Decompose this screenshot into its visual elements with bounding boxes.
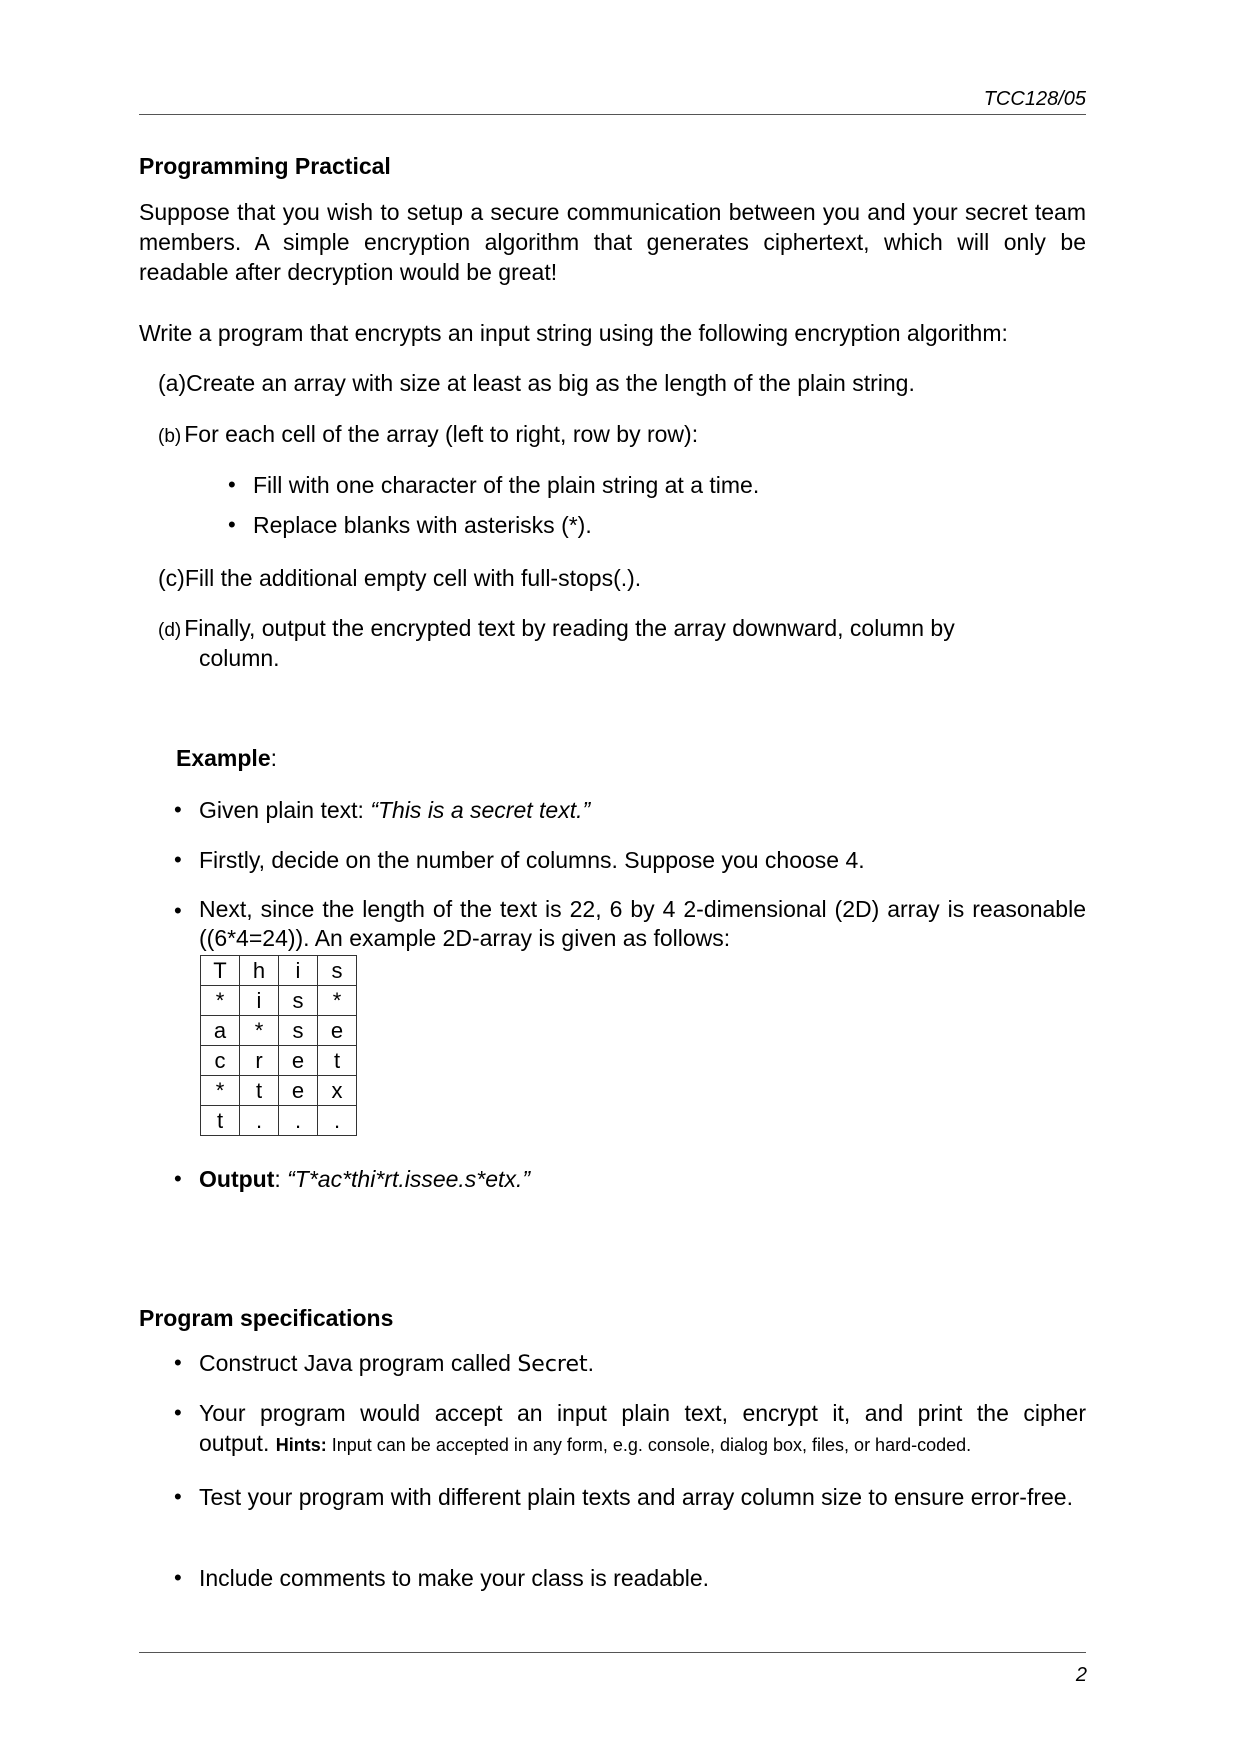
array-cell: c <box>201 1046 240 1076</box>
array-cell: e <box>279 1046 318 1076</box>
step-b <box>158 419 698 452</box>
spec-3: Test your program with different plain texts and array column size to ensure error-free. <box>199 1484 1073 1510</box>
array-cell: t <box>201 1106 240 1136</box>
task-paragraph: Write a program that encrypts an input string using the following encryption algorithm: <box>139 320 1008 346</box>
hints-text: Input can be accepted in any form, e.g. console, dialog box, files, or hard-coded. <box>326 1435 972 1455</box>
array-cell: t <box>240 1076 279 1106</box>
page-number: 2 <box>1075 1664 1087 1686</box>
output-label: Output <box>199 1166 275 1192</box>
example-bullet-1 <box>199 795 590 825</box>
footer-rule <box>139 1652 1086 1653</box>
step-a-label: (a) <box>158 370 187 396</box>
spec-2-line-2 <box>199 1428 971 1460</box>
step-d-label: (d) <box>158 620 182 641</box>
array-cell: h <box>240 956 279 986</box>
step-b-label: (b) <box>158 426 182 447</box>
step-a <box>158 368 915 398</box>
example-2d-array <box>200 955 357 1136</box>
example-bullet-3: Next, since the length of the text is 22, 6 by 4 2-dimensional (2D) array is reasonable ((6*4=24)). An example 2D-array is given as follows: <box>199 896 1086 951</box>
array-cell: e <box>279 1076 318 1106</box>
header-rule <box>139 114 1086 115</box>
doc-code: TCC128/05 <box>983 88 1086 110</box>
output-value: “T*ac*thi*rt.issee.s*etx.” <box>287 1166 530 1192</box>
array-cell: a <box>201 1016 240 1046</box>
bullet-icon: • <box>174 797 182 822</box>
array-row <box>201 1016 357 1046</box>
array-cell: . <box>240 1106 279 1136</box>
array-cell: r <box>240 1046 279 1076</box>
array-cell: t <box>318 1046 357 1076</box>
step-b-sub-2: Replace blanks with asterisks (*). <box>253 512 592 538</box>
spec-4: Include comments to make your class is readable. <box>199 1565 710 1591</box>
array-cell: s <box>318 956 357 986</box>
array-row <box>201 986 357 1016</box>
array-row <box>201 956 357 986</box>
example-bullet-2: Firstly, decide on the number of columns. Suppose you choose 4. <box>199 847 865 873</box>
bullet-icon: • <box>174 1166 182 1191</box>
bullet-icon: • <box>228 472 236 497</box>
step-d-continuation: column. <box>199 645 280 671</box>
given-prefix: Given plain text: <box>199 797 371 823</box>
array-row <box>201 1106 357 1136</box>
bullet-icon: • <box>174 1484 182 1509</box>
bullet-icon: • <box>174 898 182 923</box>
spec-1-prefix: Construct Java program called <box>199 1350 518 1376</box>
spec-2-line-1: Your program would accept an input plain text, encrypt it, and print the cipher <box>199 1400 1086 1426</box>
example-heading-colon: : <box>270 745 277 771</box>
array-cell: . <box>279 1106 318 1136</box>
array-cell: * <box>318 986 357 1016</box>
specs-title: Program specifications <box>139 1305 394 1331</box>
step-d <box>158 613 955 646</box>
array-cell: s <box>279 986 318 1016</box>
class-name: Secret <box>517 1352 588 1377</box>
array-row <box>201 1046 357 1076</box>
section-title: Programming Practical <box>139 153 391 179</box>
bullet-icon: • <box>174 1565 182 1590</box>
intro-paragraph: Suppose that you wish to setup a secure communication between you and your secret team members. A simple encryption algorithm that generates ciphertext, which will only be readable after decryption would be great! <box>139 199 1086 285</box>
output-colon: : <box>274 1166 288 1192</box>
array-cell: s <box>279 1016 318 1046</box>
step-d-text: Finally, output the encrypted text by reading the array downward, column by <box>184 615 955 641</box>
example-output <box>199 1164 530 1194</box>
array-row <box>201 1076 357 1106</box>
spec-1-suffix: . <box>587 1350 595 1376</box>
example-heading <box>176 743 277 773</box>
example-heading-label: Example <box>176 745 271 771</box>
bullet-icon: • <box>174 847 182 872</box>
spec-2-output-word: output. <box>199 1430 276 1456</box>
array-cell: . <box>318 1106 357 1136</box>
step-b-sub-1: Fill with one character of the plain string at a time. <box>253 472 760 498</box>
spec-1 <box>199 1348 594 1380</box>
step-c <box>158 563 641 593</box>
bullet-icon: • <box>174 1350 182 1375</box>
array-cell: x <box>318 1076 357 1106</box>
array-cell: i <box>279 956 318 986</box>
array-cell: * <box>201 1076 240 1106</box>
array-cell: T <box>201 956 240 986</box>
step-b-text: For each cell of the array (left to right, row by row): <box>184 421 699 447</box>
array-cell: * <box>240 1016 279 1046</box>
step-a-text: Create an array with size at least as big as the length of the plain string. <box>186 370 915 396</box>
array-cell: e <box>318 1016 357 1046</box>
array-cell: i <box>240 986 279 1016</box>
bullet-icon: • <box>174 1400 182 1425</box>
bullet-icon: • <box>228 512 236 537</box>
step-c-label: (c) <box>158 565 185 591</box>
array-cell: * <box>201 986 240 1016</box>
hints-label: Hints: <box>275 1435 327 1455</box>
step-c-text: Fill the additional empty cell with full-stops(.). <box>184 565 642 591</box>
given-quote: “This is a secret text.” <box>370 797 591 823</box>
